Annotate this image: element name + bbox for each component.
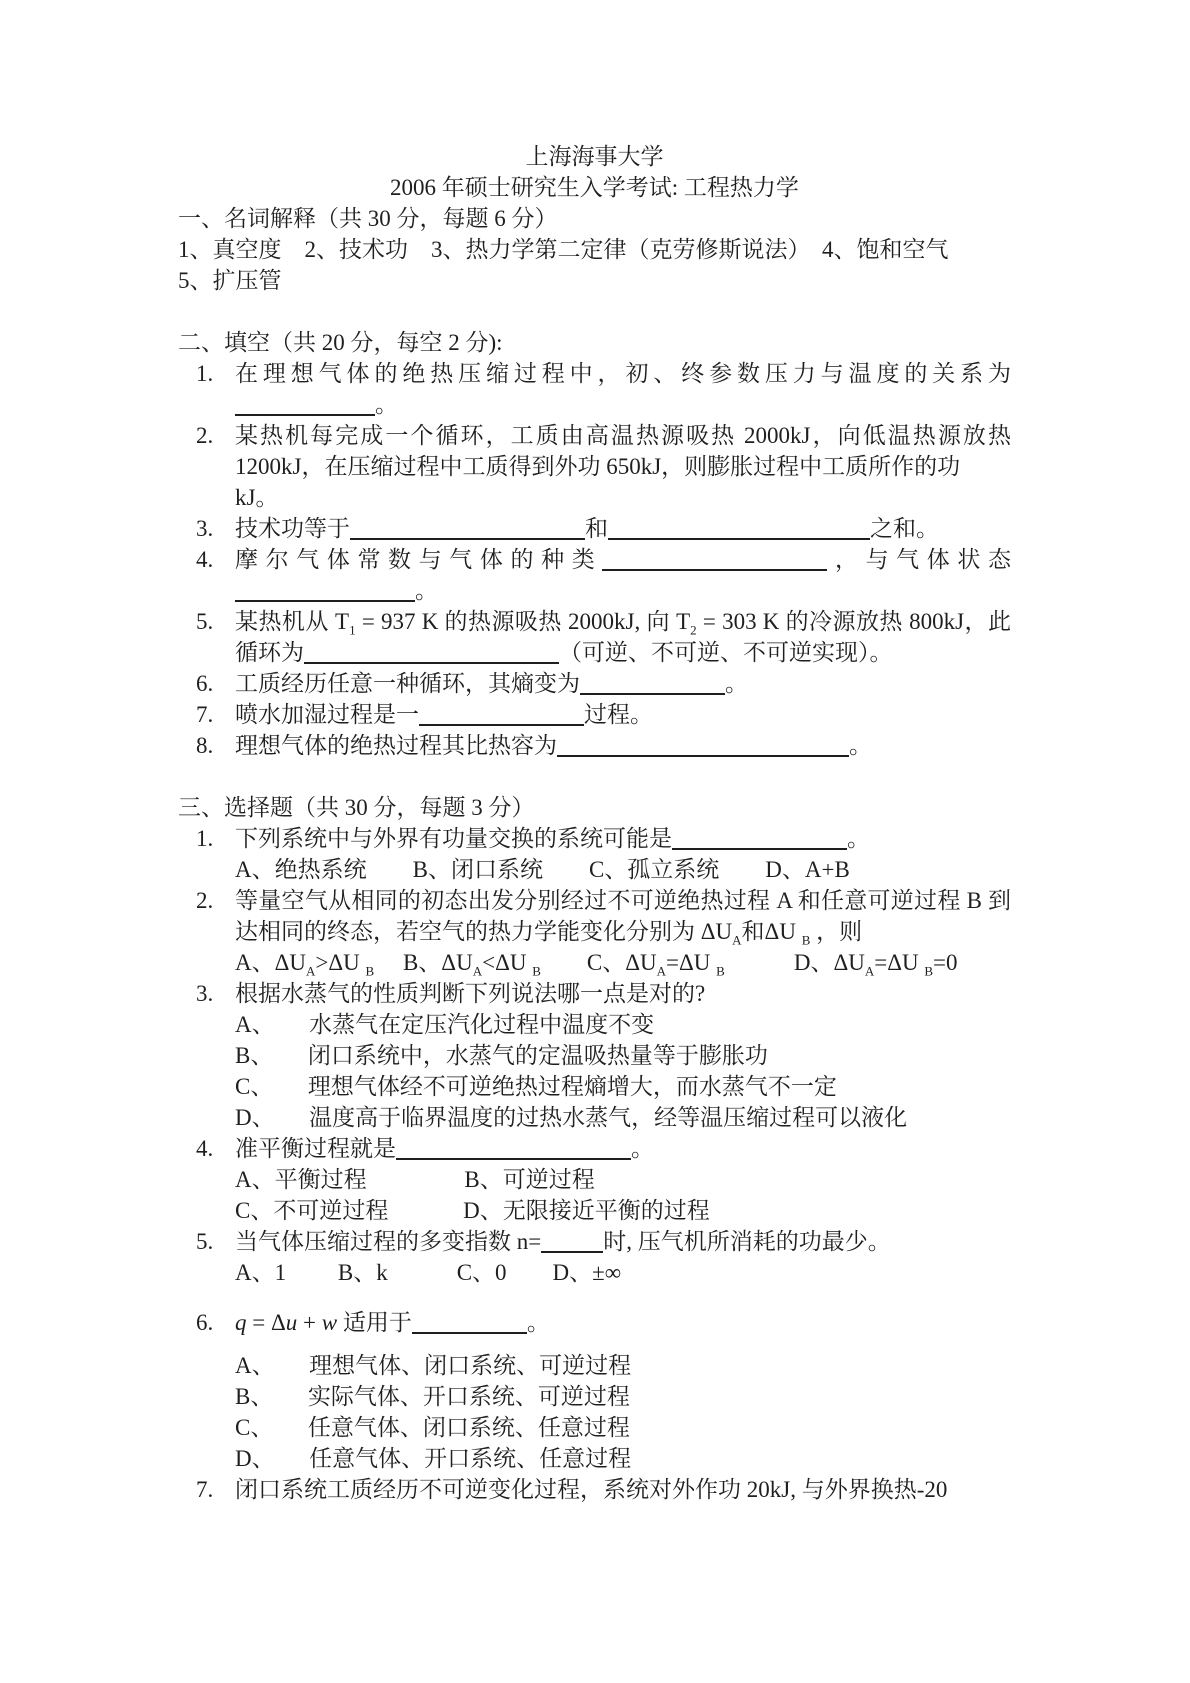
text-run: = Δ — [246, 1310, 286, 1335]
item-number: 5. — [196, 1229, 214, 1254]
item-text — [235, 544, 1011, 606]
text-run: = 303 K 的冷源放热 800kJ，此循环为 — [235, 609, 1011, 665]
text-run: C、 理想气体经不可逆绝热过程熵增大，而水蒸气不一定 — [235, 1074, 837, 1099]
text-run: 根据水蒸气的性质判断下列说法哪一点是对的? — [235, 981, 706, 1006]
item-number: 4. — [196, 547, 214, 572]
text-run: ，则 — [810, 919, 863, 944]
text-run: 。 — [847, 826, 870, 851]
text-run: A、 水蒸气在定压汽化过程中温度不变 — [235, 1012, 655, 1037]
item-text — [235, 1226, 1011, 1257]
document-content — [178, 141, 1011, 1505]
question-item — [178, 699, 1011, 730]
text-run: 理想气体的绝热过程其比热容为 — [235, 733, 557, 758]
question-item — [178, 358, 1011, 420]
question-item — [178, 513, 1011, 544]
option-row — [235, 947, 1011, 978]
blank-underline — [412, 1330, 527, 1334]
blank-underline — [419, 722, 584, 726]
blank-underline — [580, 691, 725, 695]
text-run: B、 闭口系统中，水蒸气的定温吸热量等于膨胀功 — [235, 1043, 768, 1068]
question-item — [178, 544, 1011, 606]
text-run: ，与气体状态 — [827, 547, 1012, 572]
item-number: 6. — [196, 671, 214, 696]
subscript: B — [365, 963, 375, 979]
option-row — [235, 1381, 1011, 1412]
item-number: 2. — [196, 888, 214, 913]
doc-title: 上海海事大学 — [525, 144, 664, 169]
math-var: u — [285, 1310, 298, 1335]
text-run: 一、名词解释（共 30 分，每题 6 分） — [178, 206, 558, 231]
text-run: 。 — [375, 392, 398, 417]
text-line — [178, 234, 1011, 265]
text-run: 和ΔU — [741, 919, 802, 944]
item-number: 7. — [196, 702, 214, 727]
item-text — [235, 823, 1011, 854]
math-var: q — [235, 1310, 247, 1335]
text-run: A、ΔU — [235, 950, 307, 975]
item-text — [235, 885, 1011, 947]
option-row — [235, 1195, 1011, 1226]
section-heading — [178, 203, 1011, 234]
blank-underline — [608, 536, 870, 540]
option-row — [235, 854, 1011, 885]
section-heading — [178, 792, 1011, 823]
option-row — [235, 1350, 1011, 1381]
text-run: 下列系统中与外界有功量交换的系统可能是 — [235, 826, 672, 851]
blank-underline — [304, 660, 559, 664]
text-run: =ΔU — [874, 950, 925, 975]
text-run: 某热机从 T — [235, 609, 350, 634]
question-item — [178, 1474, 1011, 1505]
text-run: 三、选择题（共 30 分，每题 3 分） — [178, 795, 535, 820]
item-text — [235, 420, 1011, 513]
option-row — [235, 1040, 1011, 1071]
item-number: 4. — [196, 1136, 214, 1161]
text-run: 适用于 — [337, 1310, 412, 1335]
item-number: 3. — [196, 981, 214, 1006]
text-run: <ΔU — [482, 950, 533, 975]
text-run: 在理想气体的绝热压缩过程中，初、终参数压力与温度的关系为 — [235, 361, 1011, 386]
item-number: 1. — [196, 826, 214, 851]
math-var: w — [321, 1310, 338, 1335]
text-run: 技术功等于 — [235, 516, 350, 541]
blank-underline — [541, 1249, 603, 1253]
option-row — [235, 1443, 1011, 1474]
item-number: 8. — [196, 733, 214, 758]
item-text — [235, 730, 1011, 761]
text-run: >ΔU — [315, 950, 366, 975]
item-number: 7. — [196, 1477, 214, 1502]
text-run: A、绝热系统 B、闭口系统 C、孤立系统 D、A+B — [235, 857, 850, 882]
text-run: C、 任意气体、闭口系统、任意过程 — [235, 1415, 630, 1440]
text-run: kJ。 — [235, 485, 279, 510]
text-run: D、 任意气体、开口系统、任意过程 — [235, 1446, 632, 1471]
item-text — [235, 606, 1011, 668]
option-row — [235, 1412, 1011, 1443]
item-text — [235, 1307, 1011, 1338]
document-body — [178, 203, 1011, 1505]
text-run: 当气体压缩过程的多变指数 n= — [235, 1229, 542, 1254]
blank-underline — [557, 753, 849, 757]
question-item — [178, 668, 1011, 699]
text-run: 时, 压气机所消耗的功最少。 — [603, 1229, 891, 1254]
blank-underline — [602, 567, 827, 571]
item-text — [235, 668, 1011, 699]
text-run: = 937 K 的热源吸热 2000kJ, 向 T — [355, 609, 691, 634]
text-run: 1、真空度 2、技术功 3、热力学第二定律（克劳修斯说法） 4、饱和空气 — [178, 237, 949, 262]
subscript: B — [924, 963, 934, 979]
item-number: 2. — [196, 423, 214, 448]
blank-underline — [672, 846, 847, 850]
subscript: 2 — [690, 622, 697, 638]
option-row — [235, 1102, 1011, 1133]
option-row — [235, 1009, 1011, 1040]
blank-underline — [235, 598, 415, 602]
option-row — [235, 1071, 1011, 1102]
text-run: 准平衡过程就是 — [235, 1136, 396, 1161]
text-run: 闭口系统工质经历不可逆变化过程，系统对外作功 20kJ, 与外界换热-20 — [235, 1477, 948, 1502]
text-run: 和 — [585, 516, 608, 541]
text-run: A、平衡过程 B、可逆过程 — [235, 1167, 595, 1192]
subscript: B — [801, 932, 811, 948]
item-number: 6. — [196, 1310, 214, 1335]
item-text — [235, 1133, 1011, 1164]
text-run: 。 — [526, 1310, 550, 1335]
text-run: 某热机每完成一个循环，工质由高温热源吸热 2000kJ，向低温热源放热 1200kJ，在压缩过程中工质得到外功 650kJ，则膨胀过程中工质所作的功 — [235, 423, 1011, 479]
text-run: + — [297, 1310, 322, 1335]
blank-underline — [396, 1156, 631, 1160]
blank-underline — [235, 412, 375, 416]
text-run: C、ΔU — [540, 950, 657, 975]
text-run: D、 温度高于临界温度的过热水蒸气，经等温压缩过程可以液化 — [235, 1105, 908, 1130]
question-item — [178, 606, 1011, 668]
text-run: 摩尔气体常数与气体的种类 — [235, 547, 603, 572]
text-run: D、ΔU — [724, 950, 865, 975]
subscript: B — [716, 963, 725, 979]
text-run: 。 — [725, 671, 748, 696]
subscript: A — [864, 963, 875, 979]
text-run: 。 — [415, 578, 438, 603]
text-run: 过程。 — [584, 702, 653, 727]
section-heading — [178, 327, 1011, 358]
question-item — [178, 1307, 1011, 1338]
question-item — [178, 885, 1011, 947]
text-line — [178, 265, 1011, 296]
text-run: 5、扩压管 — [178, 268, 282, 293]
item-text — [235, 513, 1011, 544]
subscript: A — [306, 963, 316, 979]
text-run: （可逆、不可逆、不可逆实现）。 — [559, 640, 893, 665]
subscript: 1 — [349, 622, 356, 638]
text-run: 之和。 — [870, 516, 939, 541]
text-run: B、ΔU — [374, 950, 473, 975]
item-text — [235, 978, 1011, 1009]
subscript: A — [656, 963, 667, 979]
question-item — [178, 978, 1011, 1009]
text-run: B、 实际气体、开口系统、可逆过程 — [235, 1384, 630, 1409]
item-number: 3. — [196, 516, 214, 541]
item-text — [235, 1474, 1011, 1505]
subscript: A — [472, 963, 483, 979]
text-run: 。 — [631, 1136, 654, 1161]
text-run: C、不可逆过程 D、无限接近平衡的过程 — [235, 1198, 710, 1223]
question-item — [178, 420, 1011, 513]
blank-underline — [350, 536, 585, 540]
item-number: 1. — [196, 361, 214, 386]
text-run: 二、填空（共 20 分，每空 2 分): — [178, 330, 503, 355]
subscript: A — [732, 932, 742, 948]
question-item — [178, 823, 1011, 854]
text-run: A、 理想气体、闭口系统、可逆过程 — [235, 1353, 632, 1378]
item-number: 5. — [196, 609, 214, 634]
text-run: =ΔU — [666, 950, 717, 975]
item-text — [235, 699, 1011, 730]
text-run: 工质经历任意一种循环，其熵变为 — [235, 671, 580, 696]
text-run: A、1 B、k C、0 D、±∞ — [235, 1260, 622, 1285]
text-run: 。 — [849, 733, 872, 758]
subscript: B — [532, 963, 541, 979]
question-item — [178, 1133, 1011, 1164]
text-run: 喷水加湿过程是一 — [235, 702, 419, 727]
question-item — [178, 1226, 1011, 1257]
item-text — [235, 358, 1011, 420]
option-row — [235, 1164, 1011, 1195]
option-row — [235, 1257, 1011, 1288]
question-item — [178, 730, 1011, 761]
doc-subtitle: 2006 年硕士研究生入学考试: 工程热力学 — [390, 175, 799, 200]
text-run: 等量空气从相同的初态出发分别经过不可逆绝热过程 A 和任意可逆过程 B 到达相同的终态，若空气的热力学能变化分别为 ΔU — [235, 888, 1011, 944]
text-run: =0 — [933, 950, 958, 975]
